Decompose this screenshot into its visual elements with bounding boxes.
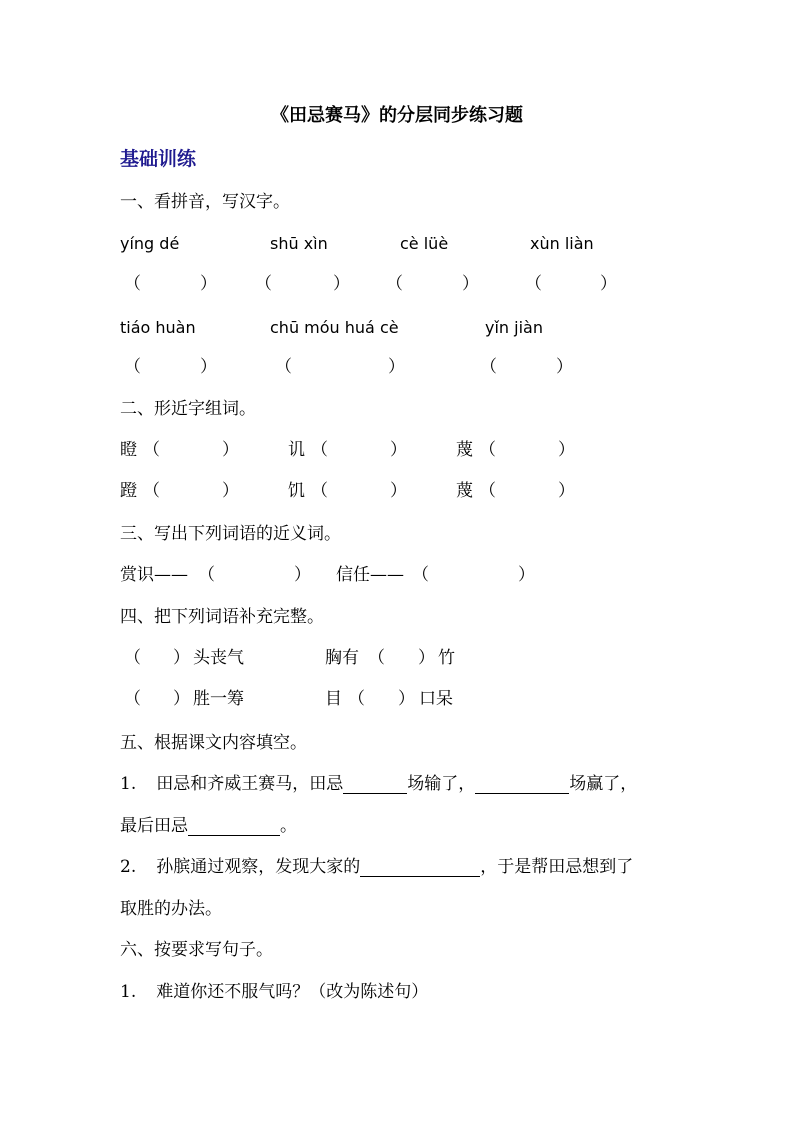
paren-open: （ — [143, 481, 160, 501]
item-text: 场输了， — [407, 774, 476, 794]
answer-blank[interactable] — [343, 775, 407, 794]
q5-item-1 — [120, 774, 637, 794]
pinyin-4: xùn liàn — [530, 234, 594, 253]
paren-open: （ — [124, 274, 141, 294]
paren-open: （ — [368, 648, 385, 668]
section-heading: 基础训练 — [120, 148, 197, 170]
paren-open: （ — [124, 648, 141, 668]
paren-open: （ — [386, 274, 403, 294]
item-number: 2. — [120, 857, 137, 877]
q6-heading: 六、按要求写句子。 — [120, 940, 273, 960]
paren-close: ） — [558, 440, 575, 460]
pinyin-1: yíng dé — [120, 234, 180, 253]
paren-close: ） — [390, 481, 407, 501]
item-text: 场赢了， — [569, 774, 638, 794]
paren-open: （ — [480, 357, 497, 377]
paren-open: （ — [198, 565, 215, 585]
paren-close: ） — [333, 274, 350, 294]
paren-open: （ — [124, 689, 141, 709]
paren-close: ） — [518, 565, 535, 585]
q5-item-2-cont: 取胜的办法。 — [120, 899, 222, 919]
q6-item-1 — [120, 982, 428, 1002]
paren-close: ） — [222, 481, 239, 501]
answer-blank[interactable] — [360, 858, 480, 877]
paren-open: （ — [311, 481, 328, 501]
paren-close: ） — [200, 274, 217, 294]
q5-item-2 — [120, 857, 633, 877]
paren-close: ） — [600, 274, 617, 294]
paren-open: （ — [255, 274, 272, 294]
paren-close: ） — [222, 440, 239, 460]
item-number: 1. — [120, 774, 137, 794]
paren-open: （ — [124, 357, 141, 377]
paren-close: ） — [294, 565, 311, 585]
char-1: 瞪 — [120, 440, 137, 460]
paren-open: （ — [311, 440, 328, 460]
item-text: 田忌和齐威王赛马，田忌 — [156, 774, 344, 794]
q5-heading: 五、根据课文内容填空。 — [120, 733, 307, 753]
paren-close: ） — [462, 274, 479, 294]
paren-open: （ — [479, 440, 496, 460]
paren-close: ） — [390, 440, 407, 460]
paren-open: （ — [525, 274, 542, 294]
answer-blank[interactable] — [188, 817, 280, 836]
pinyin-6: chū móu huá cè — [270, 318, 399, 337]
q1-heading: 一、看拼音，写汉字。 — [120, 192, 290, 212]
char-2: 讥 — [288, 440, 305, 460]
paren-close: ） — [398, 689, 415, 709]
synonym-1: 赏识—— — [120, 565, 188, 585]
synonym-2: 信任—— — [336, 565, 404, 585]
item-text: 最后田忌 — [120, 816, 188, 836]
pinyin-7: yǐn jiàn — [485, 318, 543, 337]
paren-close: ） — [173, 689, 190, 709]
item-text: 难道你还不服气吗？（改为陈述句） — [156, 982, 429, 1002]
char-6: 蔑 — [456, 481, 473, 501]
paren-open: （ — [412, 565, 429, 585]
q2-heading: 二、形近字组词。 — [120, 399, 256, 419]
paren-open: （ — [275, 357, 292, 377]
idiom-4: 胜一筹 — [193, 689, 244, 709]
idiom-3: 竹 — [438, 648, 455, 668]
char-4: 蹬 — [120, 481, 137, 501]
page-title: 《田忌赛马》的分层同步练习题 — [271, 105, 523, 126]
item-text: 孙膑通过观察，发现大家的 — [156, 857, 361, 877]
paren-open: （ — [143, 440, 160, 460]
idiom-6: 口呆 — [419, 689, 453, 709]
q5-item-1-cont — [120, 816, 297, 836]
idiom-5: 目 — [325, 689, 342, 709]
idiom-1: 头丧气 — [193, 648, 244, 668]
paren-close: ） — [200, 357, 217, 377]
paren-close: ） — [418, 648, 435, 668]
idiom-2: 胸有 — [325, 648, 359, 668]
char-5: 饥 — [288, 481, 305, 501]
paren-open: （ — [348, 689, 365, 709]
paren-close: ） — [388, 357, 405, 377]
pinyin-5: tiáo huàn — [120, 318, 196, 337]
item-text: 。 — [280, 816, 297, 836]
item-number: 1. — [120, 982, 137, 1002]
q3-heading: 三、写出下列词语的近义词。 — [120, 524, 341, 544]
answer-blank[interactable] — [475, 775, 569, 794]
paren-close: ） — [556, 357, 573, 377]
pinyin-3: cè lüè — [400, 234, 449, 253]
paren-close: ） — [558, 481, 575, 501]
pinyin-2: shū xìn — [270, 234, 328, 253]
char-3: 蔑 — [456, 440, 473, 460]
item-text: ，于是帮田忌想到了 — [480, 857, 634, 877]
q4-heading: 四、把下列词语补充完整。 — [120, 607, 324, 627]
paren-open: （ — [479, 481, 496, 501]
paren-close: ） — [173, 648, 190, 668]
